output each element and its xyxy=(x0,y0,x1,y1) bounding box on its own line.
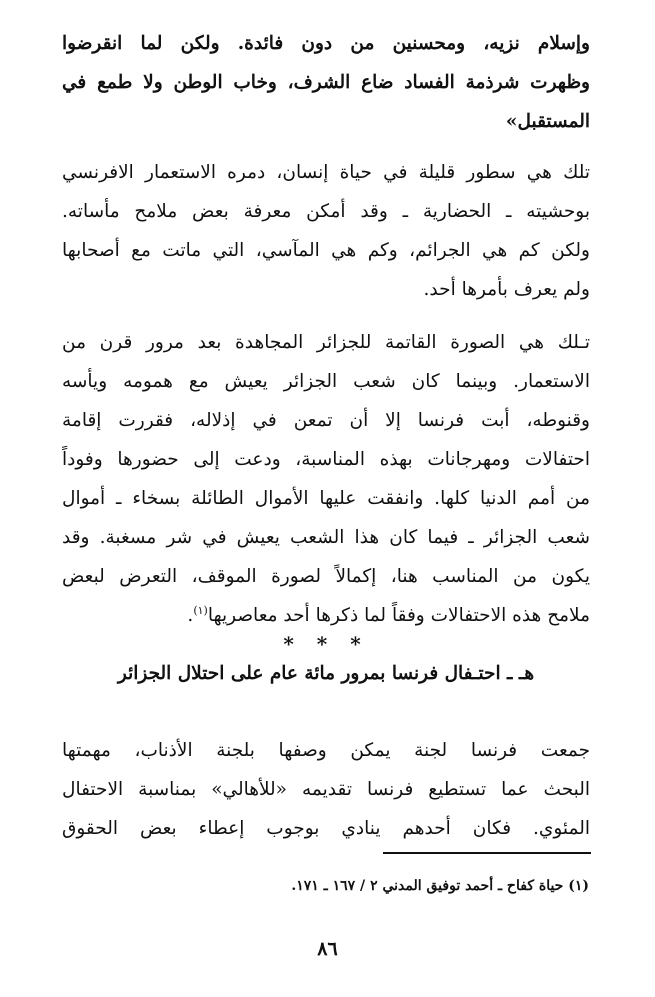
text-line: وإسلام نزيه، ومحسنين من دون فائدة. ولكن لما انقرضوا xyxy=(62,33,590,54)
text-line-content: ملامح هذه الاحتفالات وفقاً لما ذكرها أحد معاصريها xyxy=(207,605,590,626)
text-line: ولكن كم هي الجرائم، وكم هي المآسي، التي ماتت مع أصحابها xyxy=(62,240,590,261)
text-line: يكون من المناسب هنا، إكمالاً لصورة الموقف، التعرض لبعض xyxy=(62,566,590,587)
paragraph-1 xyxy=(62,24,590,141)
text-line: المستقبل» xyxy=(505,111,590,132)
text-line: تـلك هي الصورة القاتمة للجزائر المجاهدة بعد مرور قرن من xyxy=(62,332,590,353)
text-line: جمعت فرنسا لجنة يمكن وصفها بلجنة الأذناب، مهمتها xyxy=(62,740,590,761)
section-separator: * * * xyxy=(283,632,369,656)
text-line: بوحشيته ـ الحضارية ـ وقد أمكن معرفة بعض ملامح مأساته. xyxy=(62,201,590,222)
paragraph-3 xyxy=(62,323,590,635)
text-line: احتفالات ومهرجانات بهذه المناسبة، ودعت إلى حضورها وفوداً xyxy=(62,449,590,470)
text-line: وظهرت شرذمة الفساد ضاع الشرف، وخاب الوطن ولا طمع في xyxy=(62,72,590,93)
end-punctuation: . xyxy=(187,605,194,626)
page-body xyxy=(62,24,590,848)
text-line: شعب الجزائر ـ فيما كان هذا الشعب يعيش في شر مسغبة. وقد xyxy=(62,527,590,548)
text-line: تلك هي سطور قليلة في حياة إنسان، دمره الاستعمار الافرنسي xyxy=(62,162,590,183)
paragraph-4 xyxy=(62,731,590,848)
footnote-divider xyxy=(383,852,591,854)
text-line: المئوي. فكان أحدهم ينادي بوجوب إعطاء بعض الحقوق xyxy=(62,818,590,839)
text-line: وقنوطه، أبت فرنسا إلا أن تمعن في إذلاله، فقررت إقامة xyxy=(62,410,590,431)
footnote: (١) حياة كفاح ـ أحمد توفيق المدني ٢ / ١٦٧ ـ ١٧١. xyxy=(291,878,589,894)
text-line: ولم يعرف بأمرها أحد. xyxy=(423,279,590,300)
footnote-marker: (١) xyxy=(193,603,208,617)
text-line: البحث عما تستطيع فرنسا تقديمه «للأهالي» بمناسبة الاحتفال xyxy=(62,779,590,800)
text-line: من أمم الدنيا كلها. وانفقت عليها الأموال الطائلة بسخاء ـ أموال xyxy=(62,488,590,509)
text-line: الاستعمار. وبينما كان شعب الجزائر يعيش مع همومه ويأسه xyxy=(62,371,590,392)
text-line xyxy=(62,596,590,635)
section-heading: هـ ـ احتـفال فرنسا بمرور مائة عام على احتلال الجزائر xyxy=(117,663,535,684)
paragraph-2 xyxy=(62,153,590,309)
page-number: ٨٦ xyxy=(317,938,338,960)
